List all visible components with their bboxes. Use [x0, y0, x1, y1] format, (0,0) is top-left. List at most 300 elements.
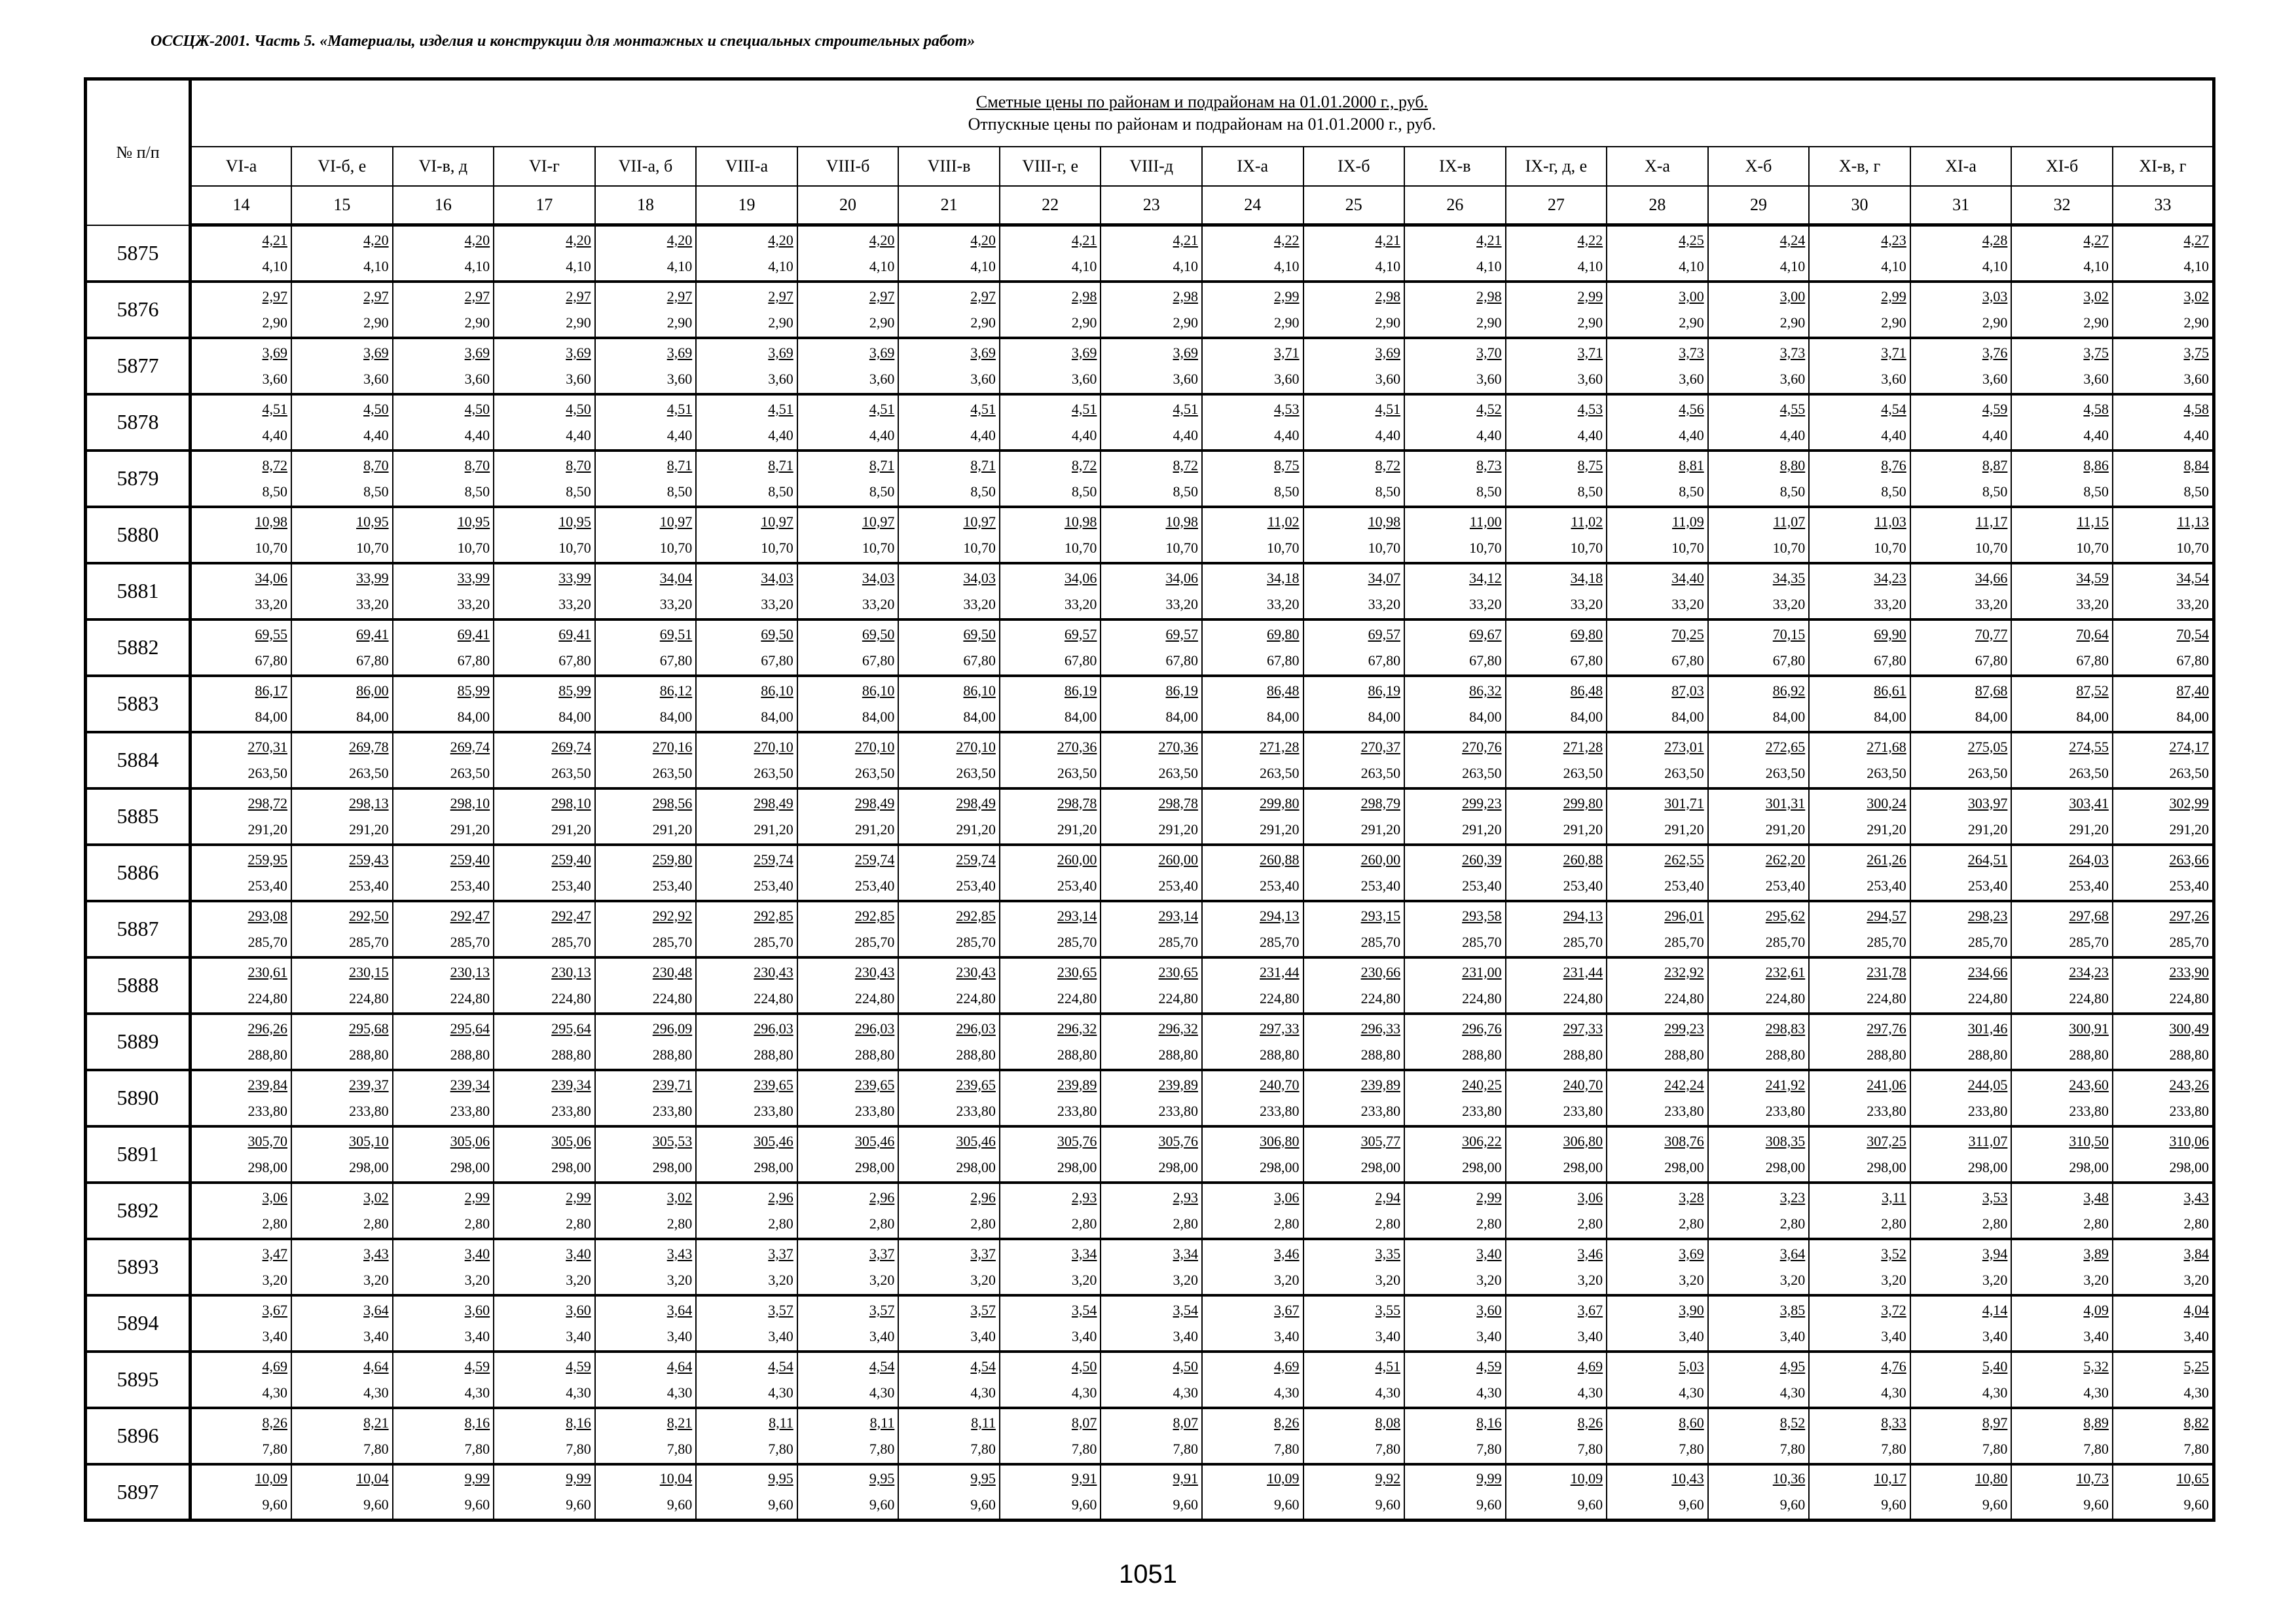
estimate-price: 269,74: [450, 738, 490, 755]
release-price: 10,70: [1570, 539, 1603, 556]
estimate-price: 3,60: [1476, 1301, 1502, 1318]
estimate-price: 3,35: [1375, 1245, 1401, 1262]
release-price: 4,40: [1476, 426, 1502, 443]
estimate-price: 3,64: [1779, 1245, 1806, 1262]
release-price: 233,80: [1360, 1102, 1401, 1119]
release-price: 8,50: [566, 483, 591, 500]
release-price: 224,80: [1360, 989, 1401, 1006]
release-price: 224,80: [1664, 989, 1704, 1006]
release-price: 4,10: [2083, 257, 2109, 274]
price-cell: [494, 1183, 595, 1239]
estimate-price: 4,64: [666, 1357, 693, 1375]
estimate-price: 308,35: [1765, 1132, 1806, 1149]
estimate-price: 239,34: [450, 1076, 490, 1093]
estimate-price: 8,73: [1476, 456, 1502, 473]
release-price: 298,00: [1563, 1158, 1603, 1175]
estimate-price: 260,00: [1057, 851, 1097, 868]
estimate-price: 4,53: [1577, 400, 1603, 417]
estimate-price: 3,11: [1882, 1189, 1906, 1206]
release-price: 33,20: [659, 595, 693, 612]
region-header: VI-г: [494, 147, 595, 186]
price-cell: [696, 563, 797, 619]
price-cell: [1506, 394, 1607, 451]
estimate-price: 85,99: [457, 682, 490, 699]
estimate-price: 239,89: [1360, 1076, 1401, 1093]
release-price: 8,50: [1274, 483, 1300, 500]
price-cell: [1910, 1352, 2012, 1408]
price-cell: [1708, 1014, 1810, 1070]
estimate-price: 33,99: [558, 569, 591, 586]
price-cell: [494, 845, 595, 901]
release-price: 10,70: [1874, 539, 1906, 556]
price-cell: [1101, 619, 1202, 676]
release-price: 288,80: [2169, 1046, 2209, 1063]
release-price: 2,90: [1375, 314, 1401, 331]
price-cell: [291, 1183, 393, 1239]
price-cell: [191, 1014, 292, 1070]
release-price: 298,00: [1260, 1158, 1300, 1175]
price-cell: [2011, 1239, 2113, 1295]
price-cell: [1303, 1352, 1405, 1408]
estimate-price: 4,51: [1375, 1357, 1401, 1375]
estimate-price: 262,20: [1765, 851, 1806, 868]
estimate-price: 241,06: [1867, 1076, 1906, 1093]
price-cell: [2011, 732, 2113, 788]
price-cell: [1910, 1014, 2012, 1070]
price-cell: [2113, 1239, 2214, 1295]
estimate-price: 3,03: [1982, 287, 2008, 304]
estimate-price: 271,28: [1260, 738, 1300, 755]
estimate-price: 86,10: [761, 682, 793, 699]
estimate-price: 8,16: [566, 1414, 591, 1431]
price-cell: [2011, 225, 2113, 282]
price-cell: [1202, 1183, 1303, 1239]
release-price: 9,60: [1274, 1496, 1300, 1513]
price-cell: [393, 619, 494, 676]
release-price: 67,80: [2076, 652, 2109, 669]
price-cell: [1202, 1014, 1303, 1070]
row-number: 5880: [86, 507, 191, 563]
release-price: 7,80: [1375, 1440, 1401, 1457]
price-cell: [494, 732, 595, 788]
table-row: [86, 676, 2214, 732]
release-price: 224,80: [1260, 989, 1300, 1006]
release-price: 33,20: [1874, 595, 1906, 612]
release-price: 4,30: [2183, 1384, 2209, 1401]
release-price: 3,20: [2083, 1271, 2109, 1288]
estimate-price: 298,49: [754, 794, 793, 811]
release-price: 8,50: [1679, 483, 1704, 500]
estimate-price: 34,03: [862, 569, 895, 586]
estimate-price: 86,19: [1368, 682, 1401, 699]
price-cell: [1607, 845, 1708, 901]
estimate-price: 9,99: [1476, 1470, 1502, 1487]
price-cell: [393, 507, 494, 563]
estimate-price: 296,03: [854, 1020, 895, 1037]
release-price: 10,70: [1368, 539, 1401, 556]
estimate-price: 8,16: [1476, 1414, 1502, 1431]
price-cell: [1000, 1295, 1101, 1352]
estimate-price: 4,56: [1679, 400, 1704, 417]
price-cell: [696, 619, 797, 676]
estimate-price: 292,85: [754, 907, 793, 924]
release-price: 67,80: [659, 652, 693, 669]
column-number: 32: [2011, 186, 2113, 225]
price-cell: [494, 1070, 595, 1126]
release-price: 4,10: [1881, 257, 1906, 274]
price-cell: [1506, 563, 1607, 619]
release-price: 291,20: [247, 821, 288, 838]
release-price: 3,60: [1779, 370, 1806, 387]
price-cell: [494, 619, 595, 676]
estimate-price: 86,19: [1064, 682, 1097, 699]
region-header: VIII-г, е: [1000, 147, 1101, 186]
price-cell: [1303, 1183, 1405, 1239]
estimate-price: 3,72: [1881, 1301, 1906, 1318]
price-cell: [1000, 901, 1101, 957]
estimate-price: 34,04: [659, 569, 693, 586]
release-price: 288,80: [754, 1046, 793, 1063]
price-cell: [1809, 901, 1910, 957]
price-cell: [2011, 676, 2113, 732]
estimate-price: 297,33: [1563, 1020, 1603, 1037]
price-cell: [595, 1239, 697, 1295]
price-cell: [898, 282, 1000, 338]
price-cell: [595, 732, 697, 788]
price-cell: [1404, 225, 1506, 282]
release-price: 233,80: [1563, 1102, 1603, 1119]
release-price: 3,40: [1375, 1327, 1401, 1344]
estimate-price: 8,72: [262, 456, 288, 473]
price-cell: [1910, 394, 2012, 451]
estimate-price: 303,41: [2069, 794, 2109, 811]
price-cell: [1708, 282, 1810, 338]
price-cell: [2113, 788, 2214, 845]
price-cell: [1303, 901, 1405, 957]
estimate-price: 3,71: [1881, 344, 1906, 361]
estimate-price: 305,46: [956, 1132, 996, 1149]
estimate-price: 4,14: [1982, 1301, 2008, 1318]
price-cell: [393, 845, 494, 901]
estimate-price: 4,50: [566, 400, 591, 417]
price-cell: [898, 451, 1000, 507]
release-price: 4,30: [1881, 1384, 1906, 1401]
release-price: 84,00: [862, 708, 895, 725]
estimate-price: 4,50: [363, 400, 389, 417]
release-price: 3,60: [869, 370, 895, 387]
table-row: [86, 507, 2214, 563]
price-cell: [191, 732, 292, 788]
estimate-price: 3,23: [1779, 1189, 1806, 1206]
estimate-price: 311,07: [1968, 1132, 2008, 1149]
price-cell: [2011, 507, 2113, 563]
release-price-title: Отпускные цены по районам и подрайонам на 01.01.2000 г., руб.: [968, 115, 1436, 134]
release-price: 298,00: [1967, 1158, 2008, 1175]
column-number: 33: [2113, 186, 2214, 225]
estimate-price: 4,21: [1375, 231, 1401, 248]
estimate-price: 301,71: [1664, 794, 1704, 811]
price-cell: [1404, 563, 1506, 619]
release-price: 3,60: [2183, 370, 2209, 387]
estimate-price: 230,66: [1360, 963, 1401, 980]
price-cell: [1101, 676, 1202, 732]
release-price: 291,20: [1867, 821, 1906, 838]
release-price: 298,00: [854, 1158, 895, 1175]
table-row: [86, 957, 2214, 1014]
estimate-price: 305,76: [1057, 1132, 1097, 1149]
estimate-price: 4,50: [464, 400, 490, 417]
estimate-price: 3,37: [869, 1245, 895, 1262]
estimate-price: 8,81: [1679, 456, 1704, 473]
price-cell: [1607, 1408, 1708, 1464]
estimate-price: 293,14: [1158, 907, 1198, 924]
price-cell: [1809, 676, 1910, 732]
release-price: 285,70: [652, 933, 693, 950]
release-price: 10,70: [963, 539, 996, 556]
region-header: IX-а: [1202, 147, 1303, 186]
estimate-price: 9,95: [869, 1470, 895, 1487]
release-price: 253,40: [1158, 877, 1198, 894]
price-cell: [1910, 338, 2012, 394]
release-price: 84,00: [1671, 708, 1704, 725]
estimate-price: 3,69: [1071, 344, 1097, 361]
release-price: 2,80: [1679, 1215, 1704, 1232]
estimate-price: 259,43: [349, 851, 389, 868]
estimate-price: 230,15: [349, 963, 389, 980]
estimate-price: 298,79: [1360, 794, 1401, 811]
estimate-price: 11,07: [1773, 513, 1806, 530]
price-cell: [1000, 957, 1101, 1014]
release-price: 3,60: [1476, 370, 1502, 387]
column-number: 16: [393, 186, 494, 225]
estimate-price: 8,72: [1173, 456, 1198, 473]
estimate-price: 230,13: [551, 963, 591, 980]
row-number: 5877: [86, 338, 191, 394]
price-cell: [1303, 1014, 1405, 1070]
release-price: 8,50: [1881, 483, 1906, 500]
release-price: 263,50: [652, 764, 693, 781]
release-price: 285,70: [1765, 933, 1806, 950]
release-price: 291,20: [349, 821, 389, 838]
price-cell: [291, 732, 393, 788]
estimate-price: 4,51: [1071, 400, 1097, 417]
region-header: VIII-в: [898, 147, 1000, 186]
price-cell: [1303, 1126, 1405, 1183]
estimate-price: 298,49: [854, 794, 895, 811]
price-cell: [1708, 676, 1810, 732]
estimate-price: 270,37: [1360, 738, 1401, 755]
release-price: 4,10: [1779, 257, 1806, 274]
price-cell: [291, 619, 393, 676]
release-price: 2,80: [2083, 1215, 2109, 1232]
release-price: 263,50: [2069, 764, 2109, 781]
release-price: 263,50: [1664, 764, 1704, 781]
price-cell: [191, 901, 292, 957]
price-cell: [2113, 1295, 2214, 1352]
estimate-price: 293,58: [1462, 907, 1502, 924]
price-cell: [1303, 788, 1405, 845]
estimate-price: 296,01: [1664, 907, 1704, 924]
price-cell: [1101, 732, 1202, 788]
estimate-price: 69,57: [1064, 625, 1097, 642]
estimate-price: 232,61: [1765, 963, 1806, 980]
estimate-price: 233,90: [2169, 963, 2209, 980]
release-price: 9,60: [1173, 1496, 1198, 1513]
price-cell: [1303, 676, 1405, 732]
release-price: 10,70: [1469, 539, 1502, 556]
estimate-price: 4,50: [1071, 1357, 1097, 1375]
estimate-price: 86,92: [1772, 682, 1806, 699]
release-price: 7,80: [2183, 1440, 2209, 1457]
release-price: 233,80: [1057, 1102, 1097, 1119]
release-price: 291,20: [1967, 821, 2008, 838]
price-cell: [393, 1464, 494, 1521]
table-row: [86, 338, 2214, 394]
price-cell: [1303, 732, 1405, 788]
release-price: 33,20: [761, 595, 793, 612]
estimate-price: 4,69: [1274, 1357, 1300, 1375]
release-price: 224,80: [1967, 989, 2008, 1006]
release-price: 4,10: [1274, 257, 1300, 274]
release-price: 10,70: [1267, 539, 1300, 556]
estimate-price: 10,17: [1874, 1470, 1906, 1487]
estimate-price: 3,69: [970, 344, 996, 361]
price-cell: [1303, 563, 1405, 619]
price-cell: [1910, 788, 2012, 845]
price-cell: [2011, 451, 2113, 507]
estimate-price: 8,84: [2183, 456, 2209, 473]
release-price: 84,00: [2076, 708, 2109, 725]
release-price: 233,80: [551, 1102, 591, 1119]
estimate-price: 3,64: [666, 1301, 693, 1318]
column-number: 30: [1809, 186, 1910, 225]
release-price: 10,70: [558, 539, 591, 556]
column-number: 14: [191, 186, 292, 225]
release-price: 33,20: [1772, 595, 1806, 612]
table-row: [86, 563, 2214, 619]
column-number: 31: [1910, 186, 2012, 225]
price-cell: [1202, 676, 1303, 732]
price-cell: [797, 507, 899, 563]
price-cell: [2011, 1352, 2113, 1408]
price-cell: [393, 1239, 494, 1295]
release-price: 4,10: [1071, 257, 1097, 274]
estimate-price: 241,92: [1765, 1076, 1806, 1093]
estimate-price: 295,68: [349, 1020, 389, 1037]
release-price: 3,40: [1173, 1327, 1198, 1344]
release-price: 253,40: [956, 877, 996, 894]
table-row: [86, 788, 2214, 845]
estimate-price: 10,95: [558, 513, 591, 530]
release-price: 291,20: [1462, 821, 1502, 838]
release-price: 285,70: [1360, 933, 1401, 950]
estimate-price: 230,48: [652, 963, 693, 980]
price-cell: [1809, 1408, 1910, 1464]
price-cell: [1202, 451, 1303, 507]
price-cell: [1506, 1464, 1607, 1521]
release-price: 3,40: [1881, 1327, 1906, 1344]
estimate-price: 240,70: [1563, 1076, 1603, 1093]
price-cell: [1101, 1408, 1202, 1464]
release-price: 3,20: [768, 1271, 793, 1288]
release-price: 263,50: [1360, 764, 1401, 781]
price-cell: [1101, 282, 1202, 338]
release-price: 84,00: [1267, 708, 1300, 725]
release-price: 84,00: [659, 708, 693, 725]
estimate-price: 2,94: [1375, 1189, 1401, 1206]
estimate-price: 270,10: [956, 738, 996, 755]
region-header: VI-б, е: [291, 147, 393, 186]
price-cell: [291, 1014, 393, 1070]
row-number-header: № п/п: [86, 79, 191, 225]
price-cell: [1607, 1183, 1708, 1239]
estimate-price: 10,04: [659, 1470, 693, 1487]
release-price: 253,40: [2069, 877, 2109, 894]
release-price: 224,80: [1057, 989, 1097, 1006]
estimate-price: 10,04: [356, 1470, 389, 1487]
region-header: VIII-д: [1101, 147, 1202, 186]
release-price: 7,80: [262, 1440, 288, 1457]
release-price: 33,20: [1368, 595, 1401, 612]
estimate-price: 4,69: [1577, 1357, 1603, 1375]
price-cell: [1404, 1239, 1506, 1295]
price-cell: [191, 394, 292, 451]
price-cell: [1303, 507, 1405, 563]
estimate-price: 294,57: [1867, 907, 1906, 924]
estimate-price: 305,06: [450, 1132, 490, 1149]
release-price: 84,00: [255, 708, 288, 725]
estimate-price: 3,67: [1274, 1301, 1300, 1318]
price-cell: [1910, 1295, 2012, 1352]
price-cell: [1404, 619, 1506, 676]
estimate-price: 86,17: [255, 682, 288, 699]
release-price: 291,20: [1563, 821, 1603, 838]
release-price: 288,80: [1867, 1046, 1906, 1063]
estimate-price: 2,99: [1274, 287, 1300, 304]
column-number: 26: [1404, 186, 1506, 225]
estimate-price: 299,80: [1260, 794, 1300, 811]
estimate-price: 8,52: [1779, 1414, 1806, 1431]
estimate-price: 4,58: [2083, 400, 2109, 417]
price-cell: [1910, 732, 2012, 788]
price-cell: [1000, 1126, 1101, 1183]
price-cell: [1202, 957, 1303, 1014]
release-price: 3,40: [1274, 1327, 1300, 1344]
release-price: 263,50: [754, 764, 793, 781]
price-cell: [595, 507, 697, 563]
price-cell: [1101, 507, 1202, 563]
release-price: 253,40: [450, 877, 490, 894]
price-cell: [595, 1295, 697, 1352]
price-cell: [595, 1070, 697, 1126]
estimate-price: 70,25: [1671, 625, 1704, 642]
price-cell: [2113, 957, 2214, 1014]
price-cell: [1910, 1239, 2012, 1295]
release-price: 4,10: [768, 257, 793, 274]
price-cell: [191, 451, 292, 507]
estimate-price: 296,76: [1462, 1020, 1502, 1037]
price-cell: [393, 1352, 494, 1408]
price-cell: [1708, 563, 1810, 619]
estimate-price: 296,32: [1158, 1020, 1198, 1037]
release-price: 10,70: [1165, 539, 1198, 556]
release-price: 33,20: [1165, 595, 1198, 612]
release-price: 9,60: [1881, 1496, 1906, 1513]
region-header: VI-а: [191, 147, 292, 186]
price-cell: [2011, 563, 2113, 619]
release-price: 4,40: [464, 426, 490, 443]
estimate-price: 3,90: [1679, 1301, 1704, 1318]
